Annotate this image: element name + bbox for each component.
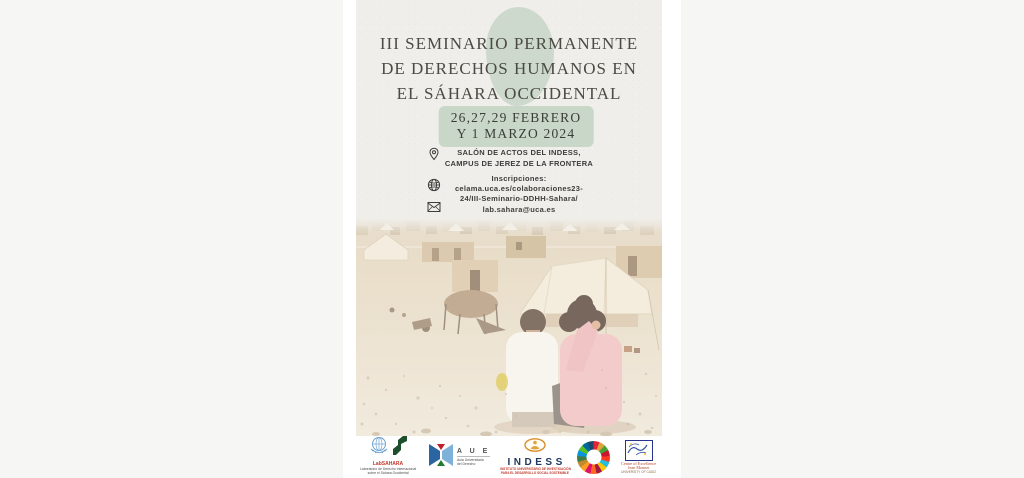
labsahara-name: LabSAHARA: [372, 460, 404, 467]
date-line-1: 26,27,29 FEBRERO: [450, 110, 582, 125]
labsahara-line-2: sobre el Sáhara Occidental: [367, 470, 409, 476]
location-line-1: SALÓN DE ACTOS DEL INDESS,: [457, 148, 581, 157]
logo-strip: [356, 436, 662, 478]
indess-logo: [498, 438, 572, 476]
location-line-2: CAMPUS DE JEREZ DE LA FRONTERA: [444, 159, 594, 168]
indess-line-2: PARA EL DESARROLLO SOCIAL SOSTENIBLE: [501, 471, 570, 476]
aue-line-1: Aula Universitaria: [456, 456, 484, 462]
date-badge: [439, 106, 594, 147]
western-sahara-map-icon: [390, 435, 407, 461]
aue-acronym: A U E: [457, 448, 490, 457]
jean-monnet-line-2: Jean Monnet: [627, 465, 650, 471]
refugee-camp-photo: [356, 218, 662, 436]
indess-emblem-icon: [524, 438, 546, 457]
jean-monnet-line-3: UNIVERSITY OF CADIZ: [621, 469, 657, 474]
aue-line-2: del Derecho: [456, 461, 476, 467]
poster-page: [343, 0, 681, 478]
aue-butterfly-icon: [428, 443, 454, 472]
seminar-poster: [356, 0, 662, 478]
un-emblem-icon: [369, 436, 389, 461]
labsahara-line-1: Laboratorio de Derecho Internacional: [359, 465, 417, 471]
jean-monnet-line-1: Centre of Excellence: [621, 460, 657, 466]
inscriptions-url-line-1: celama.uca.es/colaboraciones23-: [454, 184, 584, 193]
sdg-wheel-icon: [577, 441, 610, 474]
page-title: [356, 31, 662, 106]
jean-monnet-artwork-icon: [625, 440, 653, 461]
jean-monnet-logo: [615, 440, 662, 474]
aue-logo: [423, 443, 495, 472]
indess-name: INDESS: [507, 456, 566, 468]
title-line-2: DE DERECHOS HUMANOS EN: [381, 59, 637, 78]
inscriptions-label: Inscripciones:: [491, 174, 547, 183]
sdg-logo: [575, 441, 612, 474]
title-line-1: III SEMINARIO PERMANENTE: [379, 34, 639, 53]
labsahara-logo: [356, 439, 420, 476]
location-text: [376, 147, 662, 169]
indess-line-1: INSTITUTO UNIVERSITARIO DE INVESTIGACIÓN: [499, 467, 571, 472]
title-line-3: EL SÁHARA OCCIDENTAL: [396, 84, 622, 103]
date-line-2: Y 1 MARZO 2024: [456, 126, 576, 141]
contact-email: lab.sahara@uca.es: [482, 205, 556, 214]
inscriptions-url-line-2: 24/III-Seminario-DDHH-Sahara/: [460, 194, 578, 203]
